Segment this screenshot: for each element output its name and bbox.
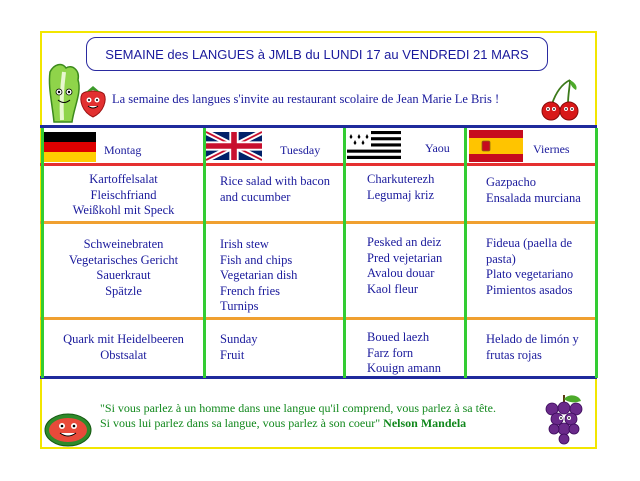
- menu-item: Kartoffelsalat: [89, 172, 158, 186]
- menu-cell-monday-desserts: [44, 332, 203, 363]
- quote-line-2: [100, 416, 496, 431]
- cherries-icon: [540, 78, 580, 122]
- menu-item: Fleischfriand: [90, 187, 157, 202]
- quote: [100, 401, 496, 431]
- menu-item: Charkuterezh: [367, 172, 435, 186]
- strawberry-icon: [78, 84, 108, 118]
- menu-cell-tuesday-desserts: [220, 332, 258, 363]
- column-divider-3: [343, 128, 346, 378]
- grapes-icon: [543, 393, 585, 445]
- day-label-monday: Montag: [104, 143, 142, 157]
- menu-cell-tuesday-starters: [220, 174, 330, 205]
- menu-cell-tuesday-mains: [220, 237, 297, 315]
- menu-item: Vegetarian dish: [220, 268, 298, 282]
- menu-item: Kaol fleur: [367, 281, 419, 296]
- menu-item: Ensalada murciana: [486, 190, 581, 205]
- menu-cell-thursday-starters: [367, 172, 434, 203]
- menu-item: Plato vegetariano: [486, 267, 574, 281]
- menu-item: Rice salad with bacon: [220, 174, 331, 188]
- column-divider-4: [464, 128, 467, 378]
- menu-item: Fideua (paella de: [486, 236, 573, 250]
- quote-author: Nelson Mandela: [383, 416, 467, 430]
- menu-item: Sunday: [220, 332, 258, 346]
- menu-item: Avalou douar: [367, 266, 435, 280]
- menu-cell-thursday-mains: [367, 235, 442, 297]
- row-divider-2: [40, 317, 597, 320]
- menu-item: frutas rojas: [486, 347, 542, 362]
- menu-cell-monday-starters: [44, 172, 203, 219]
- menu-item: Farz forn: [367, 345, 414, 360]
- spain-flag: [469, 130, 523, 162]
- page-title-text: SEMAINE des LANGUES à JMLB du LUNDI 17 au VENDREDI 21 MARS: [105, 46, 529, 62]
- column-divider-2: [203, 128, 206, 378]
- menu-item: Pesked an deiz: [367, 235, 442, 249]
- menu-cell-friday-mains: [486, 236, 573, 298]
- page-title: [86, 37, 548, 71]
- header-bottom-line: [40, 163, 597, 166]
- menu-item: Pimientos asados: [486, 282, 573, 297]
- menu-item: Quark mit Heidelbeeren: [63, 332, 184, 346]
- menu-item: Kouign amann: [367, 361, 441, 375]
- quote-line-1: "Si vous parlez à un homme dans une langue qu'il comprend, vous parlez à sa tête.: [100, 401, 496, 415]
- menu-item: Obstsalat: [100, 347, 147, 362]
- subtitle: La semaine des langues s'invite au restaurant scolaire de Jean Marie Le Bris !: [112, 92, 500, 106]
- menu-cell-monday-mains: [44, 237, 203, 299]
- menu-cell-thursday-desserts: [367, 330, 441, 377]
- menu-item: Schweinebraten: [83, 237, 164, 251]
- menu-item: Weißkohl mit Speck: [72, 203, 175, 217]
- column-divider-5: [595, 128, 598, 378]
- uk-flag: [206, 130, 262, 162]
- header-top-line: [40, 125, 597, 128]
- table-bottom-line: [40, 376, 597, 379]
- quote-line-2-text: Si vous lui parlez dans sa langue, vous parlez à son coeur": [100, 416, 381, 430]
- menu-item: Helado de limón y: [486, 332, 579, 346]
- menu-item: Legumaj kriz: [367, 187, 434, 202]
- menu-item: and cucumber: [220, 189, 291, 204]
- watermelon-icon: [43, 408, 93, 448]
- menu-item: Gazpacho: [486, 175, 536, 189]
- menu-item: Fruit: [220, 347, 245, 362]
- day-label-thursday: Yaou: [425, 141, 450, 155]
- row-divider-1: [40, 221, 597, 224]
- menu-item: Sauerkraut: [96, 268, 151, 282]
- menu-item: Vegetarisches Gericht: [68, 252, 179, 267]
- brittany-flag: [347, 131, 401, 159]
- menu-item: Boued laezh: [367, 330, 430, 344]
- menu-item: Spätzle: [105, 283, 142, 298]
- menu-item: pasta): [486, 251, 516, 266]
- menu-item: French fries: [220, 283, 281, 298]
- germany-flag: [44, 132, 96, 162]
- menu-item: Turnips: [220, 299, 259, 313]
- menu-cell-friday-starters: [486, 175, 581, 206]
- menu-item: Pred vejetarian: [367, 250, 443, 265]
- menu-cell-friday-desserts: [486, 332, 579, 363]
- menu-item: Fish and chips: [220, 252, 293, 267]
- day-label-tuesday: Tuesday: [280, 143, 321, 157]
- day-label-friday: Viernes: [533, 142, 570, 156]
- menu-item: Irish stew: [220, 237, 269, 251]
